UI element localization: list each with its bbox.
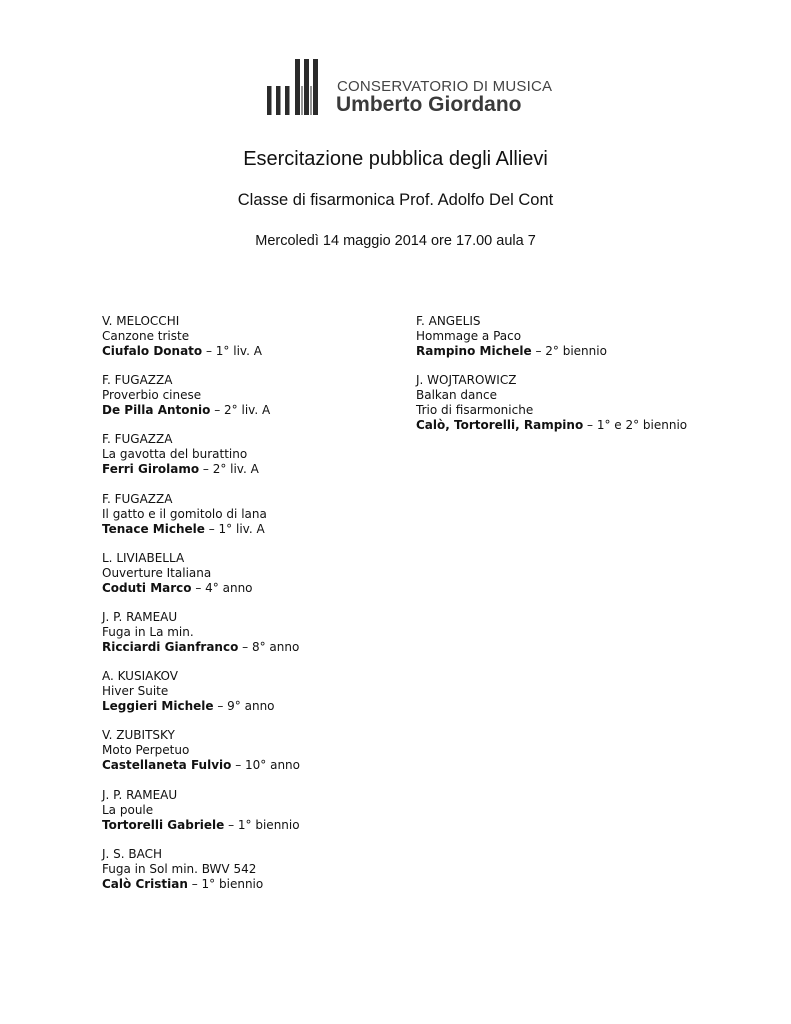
program-entry [102, 610, 402, 655]
logo-name-text: Umberto Giordano [336, 93, 522, 116]
piece-title: Balkan dance Trio di fisarmoniche [416, 388, 534, 418]
performer-line [416, 344, 776, 359]
performer-line [416, 418, 776, 433]
logo-conservatory-text: CONSERVATORIO DI MUSICA [337, 78, 553, 95]
program-entry [102, 373, 402, 418]
performer-level: – 2° biennio [531, 344, 607, 358]
performer-name: Rampino Michele [416, 344, 532, 358]
performer-line [102, 699, 402, 714]
composer: J. S. BACH [102, 846, 163, 861]
performer-name: Calò, Tortorelli, Rampino [416, 418, 584, 433]
performer-line [102, 640, 402, 655]
performer-level: – 1° liv. A [204, 521, 265, 536]
performer-name: Calò Cristian [102, 876, 188, 891]
program-entry [102, 728, 402, 773]
performer-name: De Pilla Antonio [102, 403, 211, 418]
program-entry [102, 847, 402, 892]
performer-name: Tortorelli Gabriele [102, 817, 225, 832]
piano-keys-icon [266, 58, 326, 118]
piece-title: Hommage a Paco [416, 329, 522, 343]
performer-line [102, 818, 402, 833]
composer: F. FUGAZZA [102, 373, 173, 388]
piece-title: Canzone triste [102, 329, 190, 343]
piece-title: La gavotta del burattino [102, 447, 248, 462]
performer-name: Coduti Marco [102, 580, 192, 595]
piece-title: La poule [102, 802, 154, 817]
performer-level: – 1° e 2° biennio [583, 418, 688, 433]
piece-title: Proverbio cinese [102, 388, 202, 403]
program-entry [102, 432, 402, 477]
performer-level: – 10° anno [231, 758, 300, 773]
piece-title: Fuga in La min. [102, 624, 194, 639]
piece-title: Moto Perpetuo [102, 743, 190, 758]
piece-title: Fuga in Sol min. BWV 542 [102, 861, 257, 876]
performer-level: – 2° liv. A [210, 403, 271, 418]
performer-level: – 2° liv. A [199, 462, 259, 477]
composer: J. P. RAMEAU [102, 787, 178, 802]
performer-name: Leggieri Michele [102, 699, 214, 714]
program-entry [102, 314, 402, 359]
composer: A. KUSIAKOV [102, 669, 178, 684]
composer: F. ANGELIS [416, 314, 481, 328]
performer-line [102, 462, 402, 477]
piece-title: Hiver Suite [102, 684, 169, 699]
program-entry [102, 551, 402, 596]
performer-name: Tenace Michele [102, 521, 205, 536]
program-entry [102, 492, 402, 537]
composer: J. WOJTAROWICZ [416, 373, 517, 388]
program-entry [102, 788, 402, 833]
performer-name: Ricciardi Gianfranco [102, 639, 239, 654]
performer-line [102, 877, 402, 892]
conservatory-logo [266, 58, 553, 118]
performer-name: Ferri Girolamo [102, 462, 200, 477]
performer-level: – 1° biennio [187, 876, 264, 891]
performer-level: – 4° anno [191, 580, 253, 595]
program-entry [416, 373, 776, 433]
performer-line [102, 522, 402, 537]
page-title: Esercitazione pubblica degli Allievi [243, 148, 548, 170]
event-date: Mercoledì 14 maggio 2014 ore 17.00 aula 7 [255, 233, 536, 249]
performer-name: Ciufalo Donato [102, 344, 203, 358]
performer-level: – 1° biennio [224, 817, 300, 832]
composer: J. P. RAMEAU [102, 609, 178, 624]
performer-line [102, 581, 402, 596]
performer-level: – 8° anno [238, 639, 300, 654]
program-column-right [416, 314, 776, 447]
composer: L. LIVIABELLA [102, 550, 185, 565]
performer-line [102, 758, 402, 773]
performer-name: Castellaneta Fulvio [102, 758, 232, 773]
performer-level: – 9° anno [213, 699, 275, 714]
composer: V. MELOCCHI [102, 314, 180, 328]
composer: F. FUGAZZA [102, 491, 173, 506]
composer: F. FUGAZZA [102, 432, 173, 447]
class-subtitle: Classe di fisarmonica Prof. Adolfo Del Cont [237, 191, 554, 209]
program-column-left [102, 314, 402, 906]
performer-line [102, 344, 402, 359]
program-entry [416, 314, 776, 359]
composer: V. ZUBITSKY [102, 728, 175, 743]
piece-title: Ouverture Italiana [102, 565, 212, 580]
program-entry [102, 669, 402, 714]
performer-level: – 1° liv. A [202, 344, 262, 358]
performer-line [102, 403, 402, 418]
piece-title: Il gatto e il gomitolo di lana [102, 506, 267, 521]
